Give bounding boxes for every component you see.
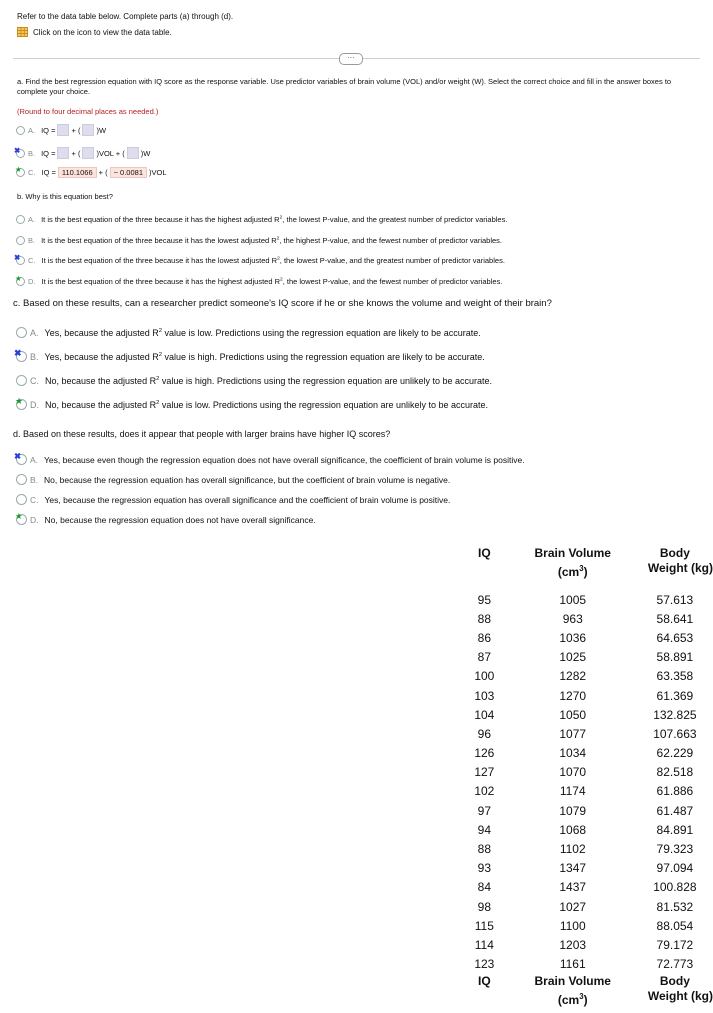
- footer-iq: IQ: [478, 973, 491, 988]
- iq-cell: 126: [474, 746, 495, 761]
- iq-cell: 87: [477, 650, 492, 665]
- instruction-text: Refer to the data table below. Complete parts (a) through (d).: [17, 12, 234, 21]
- table-link-row[interactable]: [17, 27, 172, 37]
- iq-cell: 114: [474, 937, 494, 952]
- radio-b-a[interactable]: [16, 215, 25, 224]
- radio-c-b[interactable]: [14, 348, 27, 362]
- part-d-option-b[interactable]: B. No, because the regression equation has overall significance, but the coefficient of brain volume is negative.: [16, 474, 450, 485]
- answer-box[interactable]: [82, 124, 94, 136]
- radio-a-c[interactable]: [15, 165, 25, 177]
- x-icon: ✖: [14, 253, 21, 262]
- x-icon: ✖: [14, 145, 21, 155]
- answer-box[interactable]: [127, 147, 139, 159]
- part-c-option-c[interactable]: C. No, because the adjusted $R^2$ value is high. Predictions using the regression equation are unlikely to be accurate.: [16, 375, 492, 386]
- volume-cell: 1025: [559, 650, 587, 665]
- weight-cell: 97.094: [656, 861, 694, 876]
- radio-c-a[interactable]: [16, 327, 27, 338]
- volume-cell: 1070: [559, 765, 587, 780]
- answer-box[interactable]: [57, 147, 69, 159]
- volume-cell: 963: [562, 611, 583, 626]
- answer-value-intercept: 110.1066: [58, 167, 97, 178]
- answer-value-coef: − 0.0081: [110, 167, 147, 178]
- weight-cell: 79.172: [656, 937, 694, 952]
- iq-cell: 96: [477, 726, 492, 741]
- volume-cell: 1005: [559, 592, 587, 607]
- header-iq: IQ: [478, 546, 491, 560]
- weight-cell: 132.825: [653, 707, 697, 722]
- volume-cell: 1270: [559, 688, 587, 703]
- radio-c-d[interactable]: [15, 396, 27, 410]
- x-icon: ✖: [14, 451, 22, 461]
- iq-cell: 93: [477, 861, 492, 876]
- table-footer-row: [460, 974, 713, 1008]
- weight-cell: 100.828: [653, 880, 697, 895]
- part-c-option-d[interactable]: ★ D. No, because the adjusted $R^2$ value is low. Predictions using the regression equation are unlikely to be accurate.: [15, 396, 489, 410]
- radio-b-d[interactable]: [15, 274, 25, 286]
- volume-cell: 1102: [559, 842, 586, 857]
- weight-cell: 58.641: [656, 611, 694, 626]
- table-row: [460, 839, 713, 858]
- weight-cell: 72.773: [656, 957, 694, 972]
- weight-cell: 62.229: [656, 746, 694, 761]
- part-c-option-a[interactable]: A. Yes, because the adjusted $R^2$ value is low. Predictions using the regression equation are likely to be accurate.: [16, 327, 481, 338]
- radio-a-a[interactable]: [16, 126, 25, 135]
- radio-d-b[interactable]: [16, 474, 27, 485]
- volume-cell: 1203: [559, 937, 587, 952]
- answer-box[interactable]: [82, 147, 94, 159]
- part-a-option-b[interactable]: ✖ B. IQ = + ( )VOL + ( )W: [14, 145, 151, 158]
- table-row: [460, 820, 713, 839]
- iq-cell: 123: [474, 957, 495, 972]
- weight-cell: 81.532: [656, 899, 694, 914]
- table-row: [460, 878, 713, 897]
- iq-cell: 115: [474, 918, 494, 933]
- table-row: [460, 724, 713, 743]
- weight-cell: 79.323: [656, 842, 694, 857]
- volume-cell: 1077: [559, 726, 587, 741]
- answer-box[interactable]: [57, 124, 69, 136]
- part-d-option-a[interactable]: ✖ A. Yes, because even though the regression equation does not have overall significance, the coefficient of brain volume is positive.: [14, 451, 525, 465]
- weight-cell: 88.054: [656, 918, 694, 933]
- footer-body-weight: Body Weight (kg): [647, 973, 713, 1003]
- iq-cell: 94: [477, 822, 492, 837]
- part-c-option-b[interactable]: ✖ B. Yes, because the adjusted $R^2$ value is high. Predictions using the regression equation are likely to be accurate.: [14, 348, 485, 362]
- radio-d-a[interactable]: [14, 451, 27, 465]
- table-icon[interactable]: [17, 27, 28, 37]
- star-icon: ★: [15, 396, 24, 406]
- table-row: [460, 782, 713, 801]
- volume-cell: 1050: [559, 707, 587, 722]
- table-row: [460, 859, 713, 878]
- expand-button[interactable]: ···: [339, 53, 363, 65]
- part-a-option-c[interactable]: ★ C. IQ = 110.1066 + ( − 0.0081 )VOL: [15, 165, 167, 177]
- volume-cell: 1282: [559, 669, 587, 684]
- table-row: [460, 648, 713, 667]
- part-a-option-a[interactable]: A. IQ = + ( )W: [16, 124, 106, 136]
- table-row: [460, 744, 713, 763]
- iq-cell: 84: [477, 880, 492, 895]
- table-link-text[interactable]: Click on the icon to view the data table.: [33, 27, 172, 37]
- weight-cell: 58.891: [656, 650, 694, 665]
- header-body-weight: Body Weight (kg): [647, 546, 713, 575]
- volume-cell: 1161: [559, 957, 586, 972]
- weight-cell: 84.891: [656, 822, 694, 837]
- weight-cell: 64.653: [656, 630, 694, 645]
- weight-cell: 61.487: [656, 803, 694, 818]
- iq-cell: 98: [477, 899, 492, 914]
- data-table: [460, 546, 713, 1008]
- table-row: [460, 590, 713, 609]
- volume-cell: 1034: [559, 746, 587, 761]
- radio-c-c[interactable]: [16, 375, 27, 386]
- volume-cell: 1437: [559, 880, 587, 895]
- table-row: [460, 801, 713, 820]
- table-row: [460, 628, 713, 647]
- star-icon: ★: [15, 165, 22, 174]
- radio-d-d[interactable]: [15, 511, 27, 525]
- weight-cell: 82.518: [656, 765, 694, 780]
- radio-b-b[interactable]: [16, 236, 25, 245]
- weight-cell: 61.369: [656, 688, 694, 703]
- iq-cell: 88: [477, 842, 492, 857]
- weight-cell: 61.886: [656, 784, 694, 799]
- iq-cell: 88: [477, 611, 492, 626]
- volume-cell: 1036: [559, 630, 587, 645]
- iq-cell: 103: [474, 688, 495, 703]
- part-b-option-c[interactable]: ✖ C. It is the best equation of the three because it has the lowest adjusted $R^2$, the lowest P-value, and the greatest number of predictor variables.: [14, 253, 505, 265]
- part-d-prompt: d. Based on these results, does it appear that people with larger brains have higher IQ scores?: [13, 429, 391, 439]
- weight-cell: 107.663: [653, 726, 697, 741]
- part-c-prompt: c. Based on these results, can a researcher predict someone's IQ score if he or she knows the volume and weight of their brain?: [13, 298, 552, 309]
- table-row: [460, 705, 713, 724]
- table-header-row: [460, 546, 713, 590]
- part-a-prompt: a. Find the best regression equation with IQ score as the response variable. Use predictor variables of brain volume (VOL) and/or weight (W). Select the correct choice and fill in the answer boxes to complete your choice.: [17, 77, 672, 96]
- iq-cell: 97: [477, 803, 492, 818]
- volume-cell: 1079: [559, 803, 587, 818]
- radio-a-b[interactable]: [14, 145, 25, 158]
- volume-cell: 1347: [559, 861, 587, 876]
- header-brain-volume: Brain Volume $(cm^3)$: [534, 546, 611, 579]
- radio-d-c[interactable]: [16, 494, 27, 505]
- part-b-option-b[interactable]: B. It is the best equation of the three because it has the lowest adjusted $R^2$, the highest P-value, and the fewest number of predictor variables.: [16, 236, 502, 245]
- part-d-option-c[interactable]: C. Yes, because the regression equation has overall significance and the coefficient of brain volume is positive.: [16, 494, 450, 505]
- table-row: [460, 916, 713, 935]
- volume-cell: 1027: [559, 899, 587, 914]
- x-icon: ✖: [14, 348, 22, 358]
- iq-cell: 104: [474, 707, 495, 722]
- table-row: [460, 763, 713, 782]
- table-row: [460, 897, 713, 916]
- iq-cell: 102: [474, 784, 495, 799]
- weight-cell: 63.358: [656, 669, 694, 684]
- part-d-option-d[interactable]: ★ D. No, because the regression equation does not have overall significance.: [15, 511, 316, 525]
- part-b-option-a[interactable]: A. It is the best equation of the three because it has the highest adjusted $R^2$, the lowest P-value, and the greatest number of predictor variables.: [16, 215, 507, 224]
- round-note: (Round to four decimal places as needed.): [17, 107, 159, 116]
- iq-cell: 95: [477, 592, 492, 607]
- table-row: [460, 935, 713, 954]
- iq-cell: 127: [474, 765, 495, 780]
- footer-brain-volume: Brain Volume $(cm^3)$: [534, 973, 611, 1007]
- table-row: [460, 609, 713, 628]
- part-b-prompt: b. Why is this equation best?: [17, 192, 113, 201]
- star-icon: ★: [15, 274, 22, 283]
- table-row: [460, 667, 713, 686]
- volume-cell: 1068: [559, 822, 587, 837]
- radio-b-c[interactable]: [14, 253, 25, 265]
- iq-cell: 100: [474, 669, 495, 684]
- iq-cell: 86: [477, 630, 492, 645]
- table-row: [460, 955, 713, 974]
- star-icon: ★: [15, 511, 23, 521]
- table-row: [460, 686, 713, 705]
- volume-cell: 1174: [559, 784, 586, 799]
- volume-cell: 1100: [559, 918, 586, 933]
- weight-cell: 57.613: [656, 592, 694, 607]
- part-b-option-d[interactable]: ★ D. It is the best equation of the three because it has the highest adjusted $R^2$, the lowest P-value, and the fewest number of predictor variables.: [15, 274, 503, 286]
